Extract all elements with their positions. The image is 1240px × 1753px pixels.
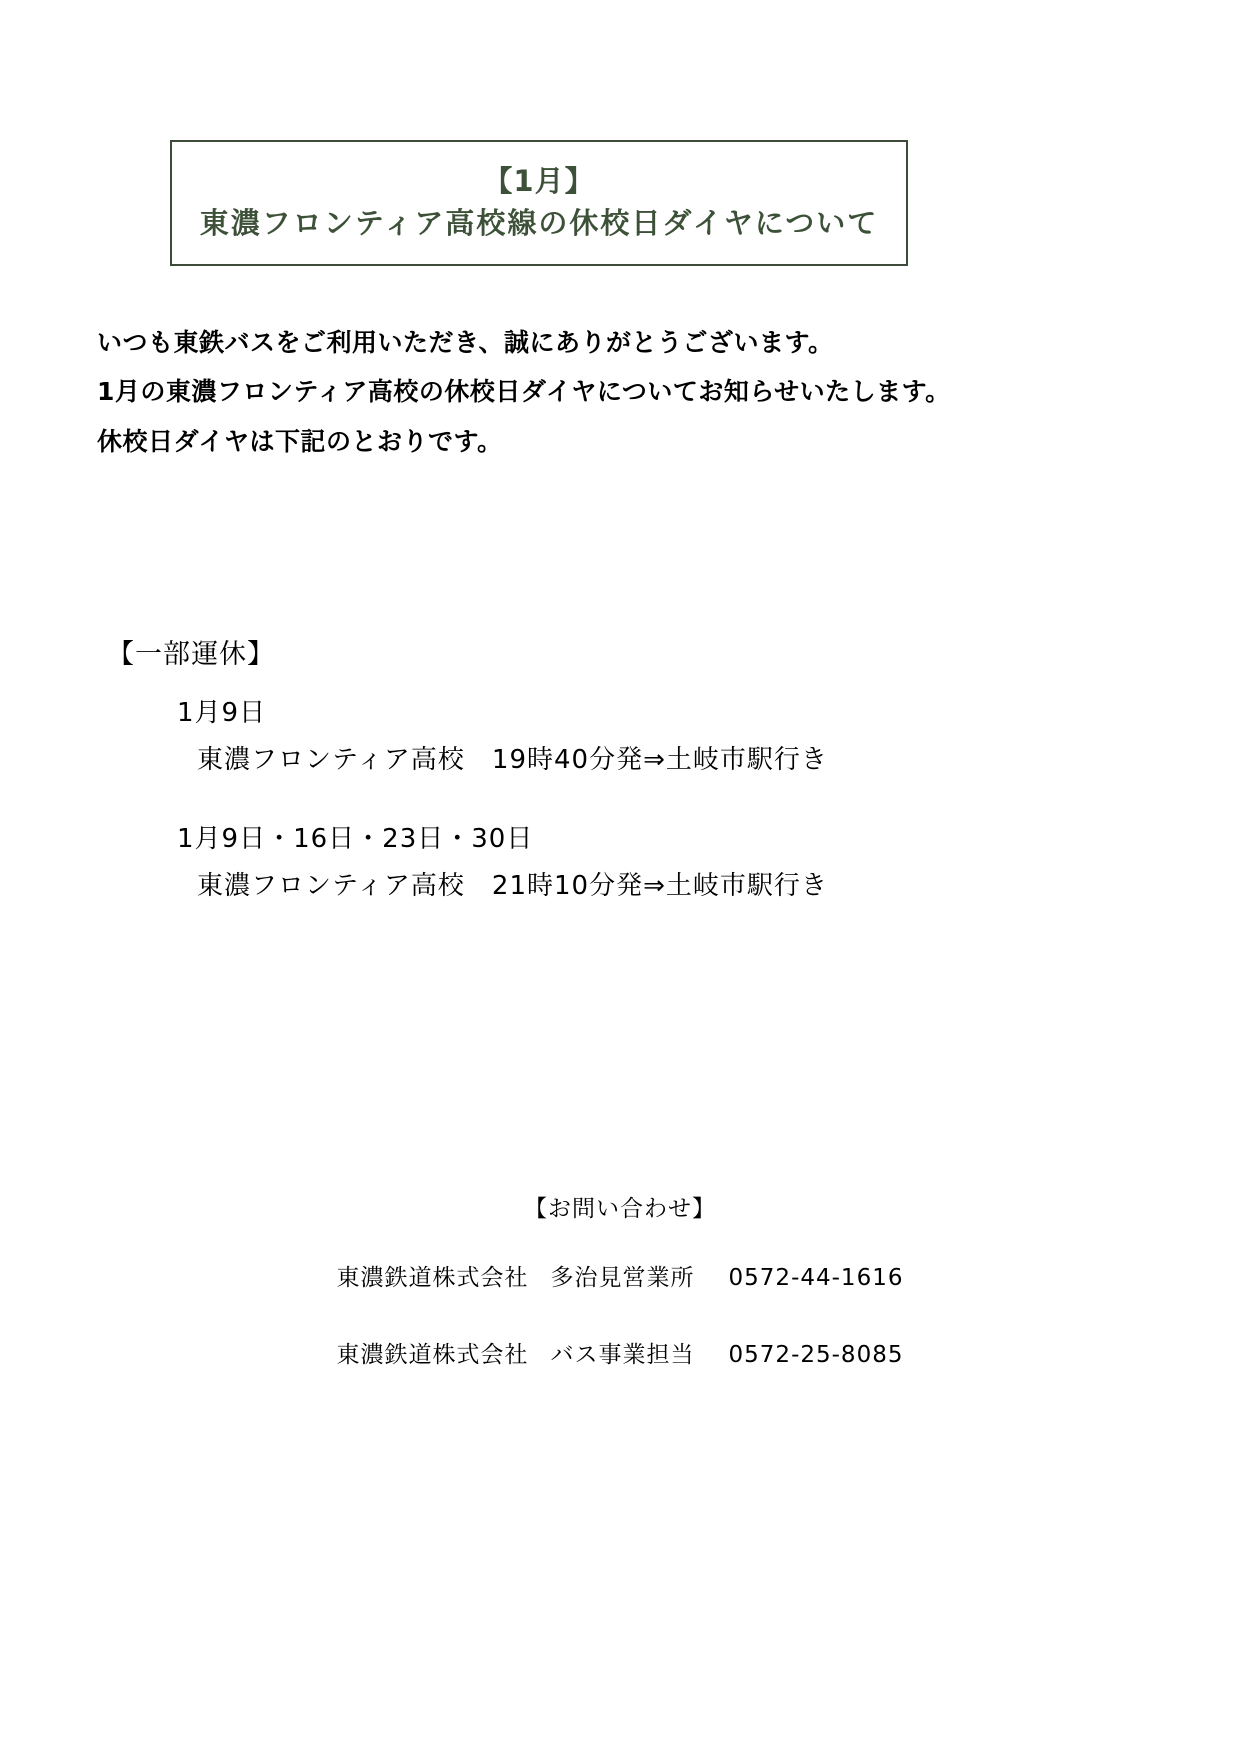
contact-heading: 【お問い合わせ】 xyxy=(524,1196,716,1222)
suspension-entry-detail: 東濃フロンティア高校 21時10分発⇒土岐市駅行き xyxy=(197,870,828,901)
suspension-entry xyxy=(107,820,1107,906)
suspension-entry-date: 1月9日・16日・23日・30日 xyxy=(177,823,534,854)
suspension-entry xyxy=(107,694,1107,780)
contact-company: 東濃鉄道株式会社 xyxy=(336,1342,529,1368)
intro-line-1: いつも東鉄バスをご利用いただき、誠にありがとうございます。 xyxy=(97,328,834,357)
suspension-section xyxy=(107,635,1107,906)
intro-line-2: 1月の東濃フロンティア高校の休校日ダイヤについてお知らせいたします。 xyxy=(97,377,951,407)
suspension-heading: 【一部運休】 xyxy=(107,639,275,670)
title-box xyxy=(170,140,908,266)
contact-office: 多治見営業所 xyxy=(550,1265,695,1291)
intro-line-3: 休校日ダイヤは下記のとおりです。 xyxy=(97,426,503,456)
title-subject: 東濃フロンティア高校線の休校日ダイヤについて xyxy=(199,205,879,240)
suspension-entry-detail: 東濃フロンティア高校 19時40分発⇒土岐市駅行き xyxy=(197,744,828,775)
contact-phone: 0572-44-1616 xyxy=(728,1265,904,1291)
title-month: 【1月】 xyxy=(483,163,595,198)
contact-phone: 0572-25-8085 xyxy=(728,1342,904,1368)
intro-paragraph xyxy=(97,325,1097,473)
contact-row xyxy=(0,1259,1240,1292)
suspension-entry-date: 1月9日 xyxy=(177,697,267,728)
contact-office: バス事業担当 xyxy=(550,1342,695,1368)
contact-block xyxy=(0,1190,1240,1369)
contact-company: 東濃鉄道株式会社 xyxy=(336,1265,529,1291)
contact-row xyxy=(0,1336,1240,1369)
